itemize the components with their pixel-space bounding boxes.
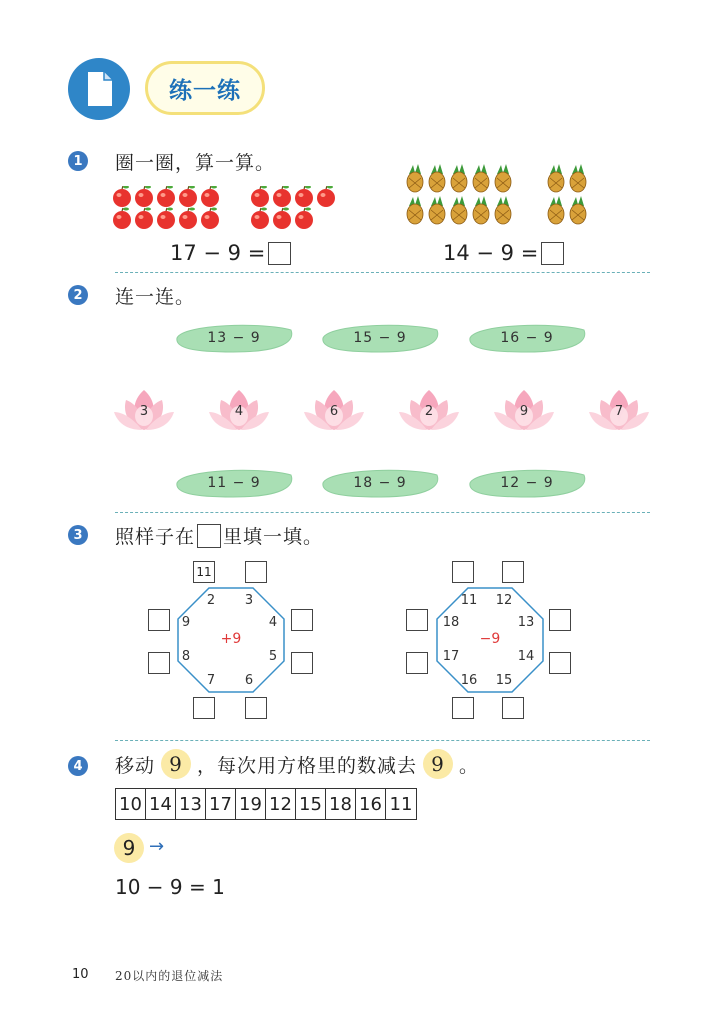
answer-box[interactable]	[148, 609, 170, 631]
apple-icon	[135, 186, 153, 207]
leaf-card[interactable]	[173, 467, 295, 499]
answer-box[interactable]	[502, 697, 524, 719]
leaf-card[interactable]	[466, 467, 588, 499]
leaf-expression: 16 − 9	[500, 330, 554, 346]
q1-right-equation	[443, 241, 564, 265]
pineapple-icon	[429, 196, 445, 224]
answer-box[interactable]	[245, 561, 267, 583]
leaf-expression: 12 − 9	[500, 475, 554, 491]
section-badge	[68, 58, 130, 120]
pineapple-icon	[548, 164, 564, 192]
grid-cell: 11	[389, 793, 413, 815]
apple-icon	[157, 208, 175, 230]
pineapple-icon	[570, 164, 586, 192]
apple-icon	[317, 186, 335, 207]
wheel-number: 8	[181, 649, 191, 664]
wheel-number: 17	[442, 649, 460, 664]
lotus-card[interactable]	[492, 386, 556, 434]
chapter-title: 20以内的退位减法	[115, 969, 224, 983]
grid-cell: 14	[146, 789, 176, 819]
separator	[115, 740, 650, 741]
grid-cell: 17	[206, 789, 236, 819]
answer-box[interactable]	[291, 652, 313, 674]
lotus-card[interactable]	[302, 386, 366, 434]
pineapple-icon	[570, 196, 586, 224]
question-number-1: 1	[68, 151, 88, 171]
page-number: 10	[72, 967, 89, 982]
lotus-card[interactable]	[587, 386, 651, 434]
apple-icon	[251, 208, 269, 230]
apple-icon	[179, 208, 197, 230]
leaf-expression: 15 − 9	[353, 330, 407, 346]
wheel-number: 12	[495, 593, 513, 608]
leaf-card[interactable]	[466, 322, 588, 354]
apple-icon	[251, 186, 269, 207]
apple-icon	[295, 208, 313, 230]
wheel-number: 13	[517, 615, 535, 630]
q3-instruction-before: 照样子在	[115, 526, 196, 548]
lotus-card[interactable]	[112, 386, 176, 434]
apple-icon	[273, 186, 291, 207]
leaf-expression: 13 − 9	[207, 330, 261, 346]
answer-box[interactable]	[193, 697, 215, 719]
example-equation: 10 − 9 = 1	[115, 875, 225, 899]
separator	[115, 512, 650, 513]
q1-left-equation	[170, 241, 291, 265]
apple-icon	[201, 186, 219, 207]
pineapple-icon	[407, 196, 423, 224]
box-symbol	[197, 524, 221, 548]
answer-box[interactable]	[245, 697, 267, 719]
arrow-right-icon: →	[149, 836, 165, 857]
wheel-number: 11	[460, 593, 478, 608]
answer-box[interactable]	[452, 697, 474, 719]
q4-instruction-a: 移动	[115, 754, 156, 777]
pineapple-icon	[451, 196, 467, 224]
wheel-number: 7	[206, 673, 216, 688]
question-number-3: 3	[68, 525, 88, 545]
wheel-number: 18	[442, 615, 460, 630]
apple-icon	[113, 208, 131, 230]
q1-instruction: 圈一圈，算一算。	[115, 152, 276, 174]
apple-icon	[295, 186, 313, 207]
answer-box[interactable]	[268, 242, 291, 265]
pineapple-icon	[451, 164, 467, 192]
pineapple-icon	[473, 196, 489, 224]
wheel-number: 2	[206, 593, 216, 608]
leaf-card[interactable]	[173, 322, 295, 354]
q4-instruction-b: ，每次用方格里的数减去	[197, 754, 418, 777]
apple-group	[112, 186, 352, 232]
apple-icon	[113, 186, 131, 207]
grid-cell: 19	[236, 789, 266, 819]
q1-right-expression: 14 − 9 =	[443, 241, 539, 265]
grid-cell: 10	[116, 789, 146, 819]
lotus-number: 9	[519, 403, 529, 419]
question-number-4: 4	[68, 756, 88, 776]
lotus-number: 6	[329, 403, 339, 419]
question-number-2: 2	[68, 285, 88, 305]
grid-cell: 18	[326, 789, 356, 819]
leaf-card[interactable]	[319, 322, 441, 354]
answer-box[interactable]	[406, 652, 428, 674]
wheel-number: 15	[495, 673, 513, 688]
movable-chip[interactable]: 9	[114, 833, 144, 863]
apple-icon	[157, 186, 175, 207]
grid-cell: 16	[356, 789, 386, 819]
lotus-card[interactable]	[207, 386, 271, 434]
number-grid	[115, 788, 417, 820]
wheel-number: 5	[268, 649, 278, 664]
page-title: 练一练	[145, 61, 265, 115]
wheel-number: 16	[460, 673, 478, 688]
grid-cell: 13	[176, 789, 206, 819]
leaf-expression: 11 − 9	[207, 475, 261, 491]
pineapple-group	[403, 160, 603, 232]
number-chip: 9	[423, 749, 453, 779]
lotus-number: 7	[614, 403, 624, 419]
lotus-number: 2	[424, 403, 434, 419]
wheel-number: 14	[517, 649, 535, 664]
pineapple-icon	[548, 196, 564, 224]
q3-instruction-after: 里填一填。	[223, 526, 324, 548]
answer-box[interactable]	[148, 652, 170, 674]
wheel-number: 9	[181, 615, 191, 630]
example-box: 11	[193, 561, 215, 583]
pineapple-icon	[495, 196, 511, 224]
answer-box[interactable]	[502, 561, 524, 583]
grid-cell: 15	[296, 789, 326, 819]
document-icon	[68, 58, 130, 120]
answer-box[interactable]	[406, 609, 428, 631]
leaf-card[interactable]	[319, 467, 441, 499]
number-chip: 9	[161, 749, 191, 779]
grid-cell: 12	[266, 789, 296, 819]
apple-icon	[179, 186, 197, 207]
wheel-number: 6	[244, 673, 254, 688]
lotus-number: 4	[234, 403, 244, 419]
wheel-number: 4	[268, 615, 278, 630]
leaf-expression: 18 − 9	[353, 475, 407, 491]
pineapple-icon	[495, 164, 511, 192]
q4-instruction-c: 。	[459, 754, 480, 777]
apple-icon	[201, 208, 219, 230]
apple-icon	[135, 208, 153, 230]
answer-box[interactable]	[541, 242, 564, 265]
lotus-card[interactable]	[397, 386, 461, 434]
q1-left-expression: 17 − 9 =	[170, 241, 266, 265]
answer-box[interactable]	[549, 609, 571, 631]
pineapple-icon	[407, 164, 423, 192]
q3-instruction	[115, 522, 323, 549]
pineapple-icon	[429, 164, 445, 192]
q4-instruction	[115, 749, 479, 779]
pineapple-icon	[473, 164, 489, 192]
wheel-operator: +9	[220, 631, 242, 647]
answer-box[interactable]	[452, 561, 474, 583]
wheel-number: 3	[244, 593, 254, 608]
apple-icon	[273, 208, 291, 230]
lotus-number: 3	[139, 403, 149, 419]
separator	[115, 272, 650, 273]
answer-box[interactable]	[291, 609, 313, 631]
wheel-operator: −9	[479, 631, 501, 647]
answer-box[interactable]	[549, 652, 571, 674]
q2-instruction: 连一连。	[115, 286, 196, 308]
